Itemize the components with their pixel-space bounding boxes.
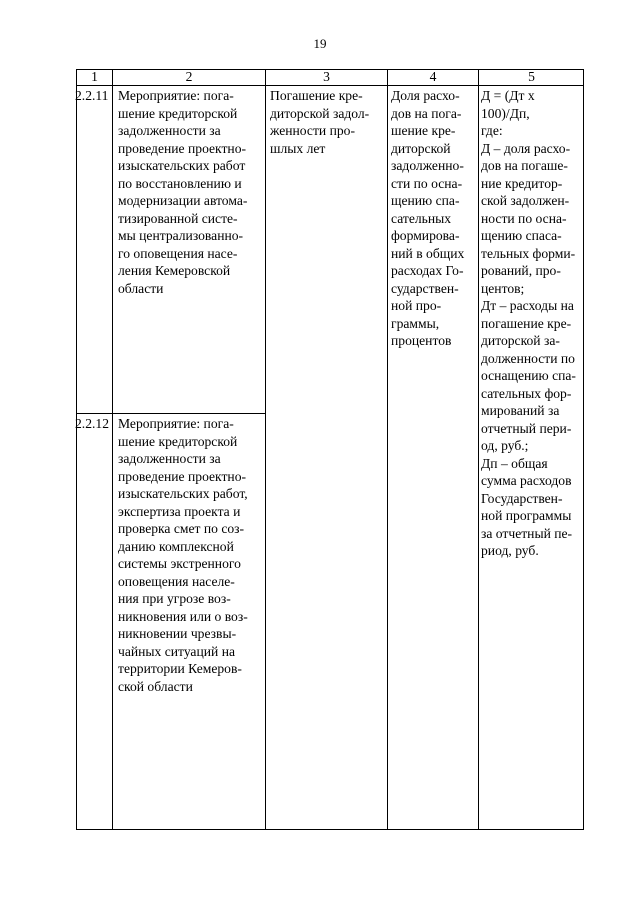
table-border-bottom xyxy=(76,829,584,830)
table-border-left xyxy=(76,69,77,830)
event-description: Мероприятие: пога- шение кредиторской задолженности за проведение проектно- изыскательских работ, экспертиза проекта и проверка смет по соз- данию комплексной системы экстренного оповещения населе- ния при угрозе воз- никновения или о воз- никновении чрезвы- чайных ситуаций на территории Кемеров- ской области xyxy=(118,416,248,694)
column-divider xyxy=(478,69,479,830)
column-header-4: 4 xyxy=(429,69,437,84)
column-divider xyxy=(387,69,388,830)
indicator-name: Погашение кре- диторской задол- женности про- шлых лет xyxy=(270,88,370,156)
column-header-2: 2 xyxy=(185,69,193,84)
column-header-5: 5 xyxy=(528,69,535,84)
column-header-1: 1 xyxy=(91,69,98,84)
page-number: 19 xyxy=(313,36,327,51)
indicator-unit-description: Доля расхо- дов на пога- шение кре- диторской задолженно- сти по осна- щению спа- сательных формирова- ний в общих расходах Го- сударствен- ной про- граммы, процентов xyxy=(391,88,465,348)
row-divider xyxy=(76,413,266,414)
header-row-divider xyxy=(76,85,584,86)
table-border-right xyxy=(583,69,584,830)
event-description: Мероприятие: пога- шение кредиторской задолженности за проведение проектно- изыскательских работ по восстановлению и модернизации автома- тизированной систе- мы централизованно- го оповещения насе- ления Кемеровской области xyxy=(118,88,248,296)
row-number: 2.2.12 xyxy=(75,416,109,431)
calculation-formula: Д = (Дт х 100)/Дп, где: Д – доля расхо- дов на погаше- ние кредитор- ской задолжен- ности по осна- щению спаса- тельных форми- рований, про- центов; Дт – расходы на погашение кре- диторской за- долженности по оснащению спа- сательных фор- мирований за отчетный пери- од, руб.; Дп – общая сумма расходов Государствен- ной программы за отчетный пе- риод, руб. xyxy=(481,88,576,558)
row-number: 2.2.11 xyxy=(75,88,109,103)
column-divider xyxy=(112,69,113,830)
indicators-table xyxy=(76,69,584,830)
column-header-3: 3 xyxy=(323,69,330,84)
